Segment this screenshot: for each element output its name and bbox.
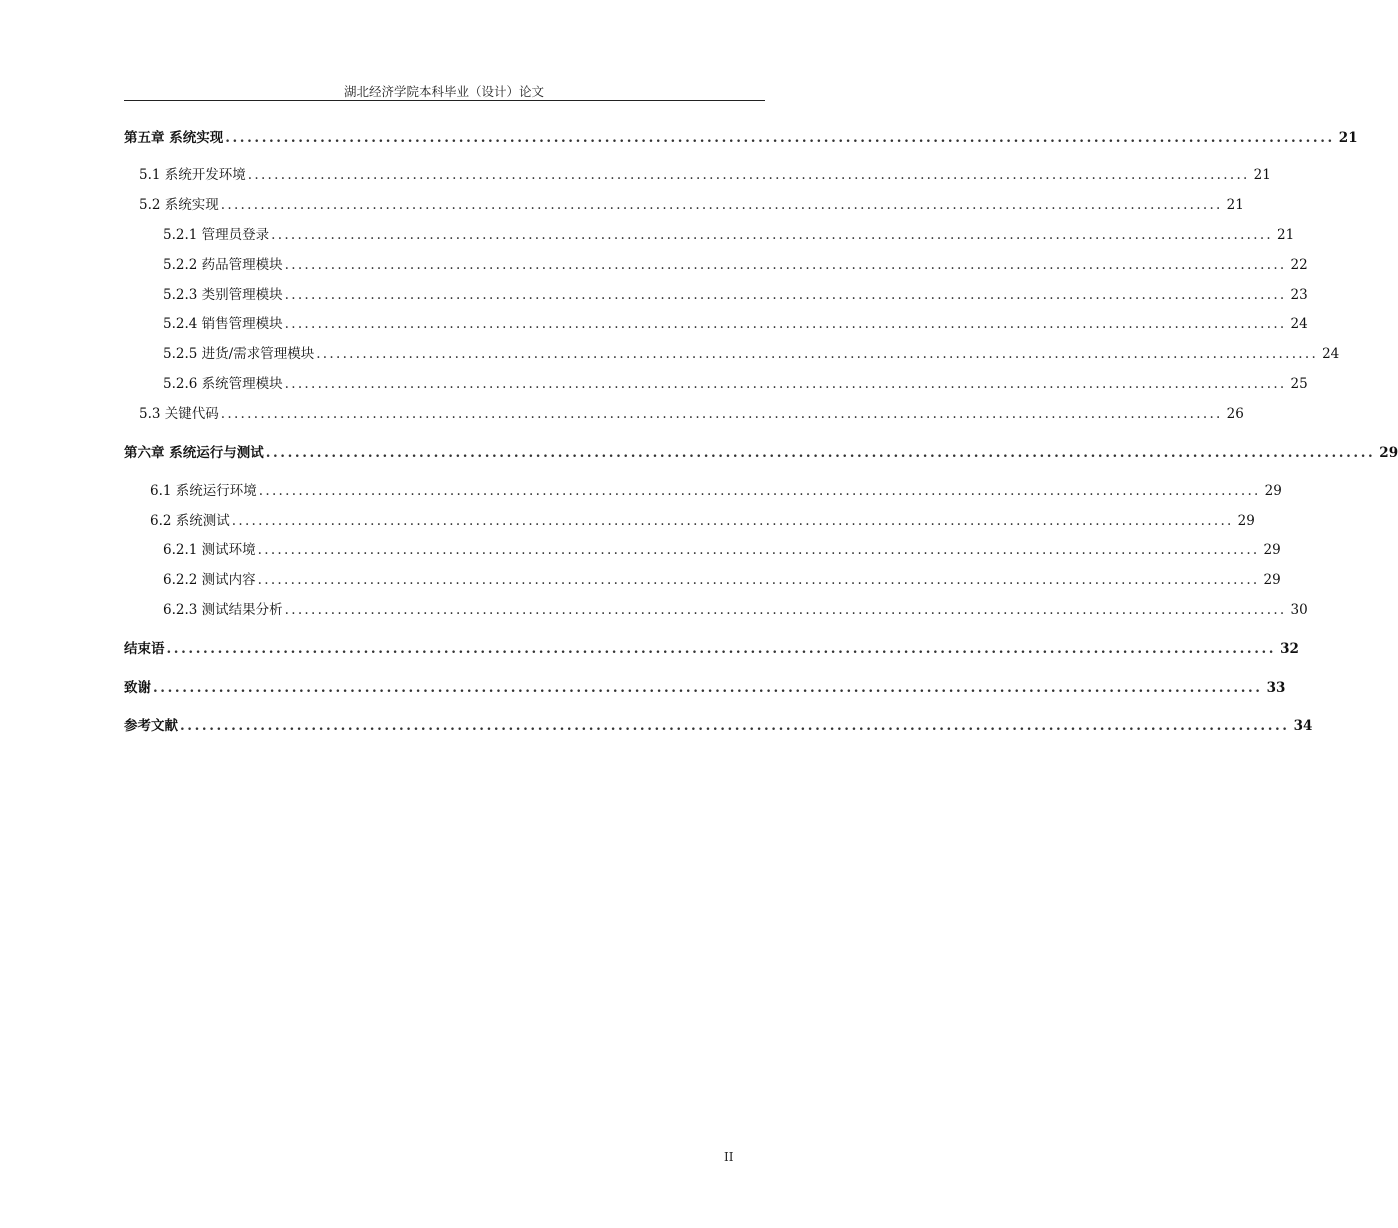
toc-entry-6-2[interactable]: [150, 509, 1255, 529]
toc-leader-dots: ........................................................................................................................................................: [284, 316, 1287, 332]
toc-entry-label: 5.3 关键代码: [139, 406, 219, 422]
toc-entry-5-2-5[interactable]: [163, 342, 1340, 362]
header-rule: [124, 100, 765, 101]
toc-entry-label: 5.2 系统实现: [139, 197, 219, 213]
toc-entry-label: 6.2 系统测试: [150, 513, 230, 529]
toc-entry-page: 33: [1266, 680, 1286, 696]
toc-leader-dots: ........................................................................................................................................................: [284, 287, 1287, 303]
toc-leader-dots: ........................................................................................................................................................: [180, 718, 1290, 734]
toc-entry-page: 21: [1338, 130, 1358, 146]
running-header: 湖北经济学院本科毕业（设计）论文: [343, 84, 544, 99]
toc-entry-label: 5.2.5 进货/需求管理模块: [163, 346, 315, 362]
toc-entry-5-1[interactable]: [139, 163, 1271, 183]
toc-entry-6-1[interactable]: [150, 479, 1282, 499]
page-number: II: [724, 1150, 734, 1164]
toc-leader-dots: ........................................................................................................................................................: [284, 376, 1287, 392]
toc-entry-label: 6.2.3 测试结果分析: [163, 602, 283, 618]
toc-leader-dots: ........................................................................................................................................................: [316, 346, 1319, 362]
toc-entry-page: 29: [1263, 542, 1281, 558]
toc-leader-dots: ........................................................................................................................................................: [231, 513, 1234, 529]
toc-leader-dots: ........................................................................................................................................................: [257, 542, 1260, 558]
toc-leader-dots: ........................................................................................................................................................: [284, 602, 1287, 618]
toc-entry-references[interactable]: [124, 714, 1313, 734]
toc-entry-label: 6.1 系统运行环境: [150, 483, 257, 499]
toc-entry-page: 21: [1277, 227, 1295, 243]
toc-entry-label: 参考文献: [124, 718, 178, 734]
toc-entry-6-2-1[interactable]: [163, 538, 1281, 558]
toc-leader-dots: ........................................................................................................................................................: [166, 641, 1277, 657]
toc-entry-page: 29: [1263, 572, 1281, 588]
toc-entry-label: 6.2.1 测试环境: [163, 542, 256, 558]
toc-entry-label: 5.2.4 销售管理模块: [163, 316, 283, 332]
toc-leader-dots: ........................................................................................................................................................: [284, 257, 1287, 273]
toc-entry-page: 23: [1290, 287, 1308, 303]
toc-entry-label: 5.1 系统开发环境: [139, 167, 246, 183]
toc-entry-5-2-3[interactable]: [163, 283, 1308, 303]
toc-leader-dots: ........................................................................................................................................................: [271, 227, 1274, 243]
toc-leader-dots: ........................................................................................................................................................: [257, 572, 1260, 588]
toc-entry-page: 29: [1237, 513, 1255, 529]
toc-entry-label: 结束语: [124, 641, 165, 657]
toc-entry-conclusion[interactable]: [124, 637, 1299, 657]
toc-entry-page: 24: [1290, 316, 1308, 332]
toc-entry-label: 5.2.1 管理员登录: [163, 227, 270, 243]
toc-leader-dots: ........................................................................................................................................................: [220, 406, 1223, 422]
toc-entry-5-2-1[interactable]: [163, 223, 1295, 243]
toc-entry-label: 致谢: [124, 680, 151, 696]
toc-leader-dots: ........................................................................................................................................................: [247, 167, 1250, 183]
toc-entry-5-2-6[interactable]: [163, 372, 1308, 392]
toc-entry-acknowledgements[interactable]: [124, 676, 1286, 696]
toc-entry-page: 25: [1290, 376, 1308, 392]
toc-leader-dots: ........................................................................................................................................................: [220, 197, 1223, 213]
toc-entry-page: 22: [1290, 257, 1308, 273]
toc-entry-page: 32: [1280, 641, 1299, 657]
toc-entry-chapter-6[interactable]: [124, 441, 1398, 461]
toc-entry-label: 6.2.2 测试内容: [163, 572, 256, 588]
toc-entry-5-2[interactable]: [139, 193, 1244, 213]
toc-entry-page: 26: [1226, 406, 1244, 422]
toc-entry-page: 29: [1379, 445, 1398, 461]
toc-entry-label: 5.2.2 药品管理模块: [163, 257, 283, 273]
toc-entry-chapter-5[interactable]: [124, 126, 1358, 146]
toc-entry-5-2-2[interactable]: [163, 253, 1308, 273]
toc-entry-page: 30: [1290, 602, 1308, 618]
toc-entry-page: 29: [1264, 483, 1282, 499]
toc-entry-page: 24: [1322, 346, 1340, 362]
toc-leader-dots: ........................................................................................................................................................: [225, 130, 1335, 146]
toc-entry-5-3[interactable]: [139, 402, 1244, 422]
toc-entry-page: 34: [1293, 718, 1313, 734]
toc-entry-6-2-2[interactable]: [163, 568, 1281, 588]
toc-leader-dots: ........................................................................................................................................................: [265, 445, 1376, 461]
toc-entry-label: 5.2.6 系统管理模块: [163, 376, 283, 392]
toc-entry-page: 21: [1226, 197, 1244, 213]
toc-entry-page: 21: [1253, 167, 1271, 183]
toc-entry-label: 第五章 系统实现: [124, 130, 224, 146]
toc-entry-5-2-4[interactable]: [163, 312, 1308, 332]
toc-entry-6-2-3[interactable]: [163, 598, 1308, 618]
toc-entry-label: 第六章 系统运行与测试: [124, 445, 264, 461]
toc-leader-dots: ........................................................................................................................................................: [153, 680, 1263, 696]
toc-entry-label: 5.2.3 类别管理模块: [163, 287, 283, 303]
toc-leader-dots: ........................................................................................................................................................: [258, 483, 1261, 499]
